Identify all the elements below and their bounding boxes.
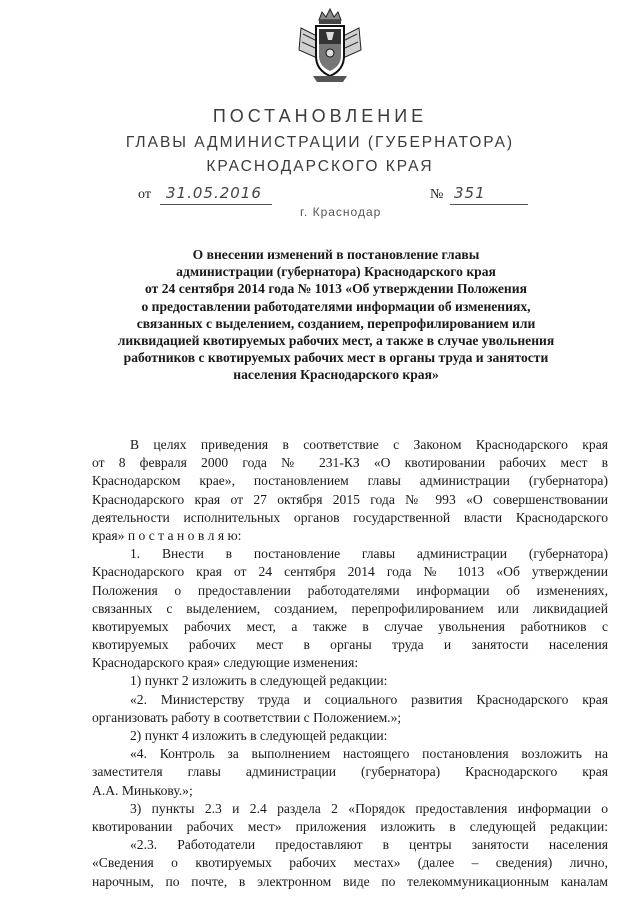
body-line: Краснодарском крае», постановлением главы администрации (губернатора) <box>92 473 608 489</box>
title-line: населения Краснодарского края» <box>233 367 439 383</box>
document-body <box>92 436 608 891</box>
title-line: связанных с выделением, созданием, перепрофилированием или <box>136 315 536 331</box>
body-line: деятельности исполнительных органов государственной власти Краснодарского <box>92 509 608 525</box>
document-type-heading: ПОСТАНОВЛЕНИЕ <box>212 106 428 126</box>
body-line: 3) пункты 2.3 и 2.4 раздела 2 «Порядок предоставления информации о <box>130 800 608 816</box>
body-line: А.А. Минькову.»; <box>92 782 193 798</box>
title-line: от 24 сентября 2014 года № 1013 «Об утверждении Положения <box>145 281 527 297</box>
body-line: квотируемых рабочих мест, а также в случае увольнения работников с <box>92 618 608 634</box>
coat-of-arms-emblem <box>295 6 365 84</box>
body-line: 1) пункт 2 изложить в следующей редакции: <box>130 673 388 689</box>
body-line: Положения о предоставлении работодателями информации об изменениях, <box>92 582 608 598</box>
number-prefix: № <box>430 187 444 202</box>
body-line: 2) пункт 4 изложить в следующей редакции: <box>130 728 388 743</box>
city-label: г. Краснодар <box>300 205 382 219</box>
body-line: Краснодарского края от 27 октября 2015 года № 993 «О совершенствовании <box>92 491 608 507</box>
title-line: о предоставлении работодателями информации об изменениях, <box>141 298 531 314</box>
body-line: Краснодарского края от 24 сентября 2014 года № 1013 «Об утверждении <box>92 564 608 580</box>
body-line: В целях приведения в соответствие с Законом Краснодарского края <box>130 437 608 452</box>
number-value: 351 <box>454 184 486 202</box>
body-line: Краснодарского края» следующие изменения: <box>92 655 359 671</box>
issuer-line-2: КРАСНОДАРСКОГО КРАЯ <box>206 158 434 175</box>
document-title <box>96 246 576 384</box>
body-line: связанных с выделением, созданием, перепрофилированием или ликвидацией <box>92 600 608 616</box>
body-line: заместителя главы администрации (губернатора) Краснодарского края <box>92 764 608 780</box>
body-line: от 8 февраля 2000 года № 231-КЗ «О квотировании рабочих мест в <box>92 455 608 471</box>
date-prefix: от <box>138 187 151 202</box>
body-line: организовать работу в соответствии с Положением.»; <box>92 709 402 725</box>
date-value: 31.05.2016 <box>166 184 262 202</box>
title-line: работников с квотируемых рабочих мест в органы труда и занятости <box>123 350 549 366</box>
title-line: администрации (губернатора) Краснодарского края <box>176 264 496 280</box>
title-line: ликвидацией квотируемых рабочих мест, а также в случае увольнения <box>117 333 555 349</box>
body-line: «2.3. Работодатели предоставляют в центры занятости населения <box>130 837 608 853</box>
body-line: «4. Контроль за выполнением настоящего постановления возложить на <box>130 746 608 762</box>
issuer-line-1: ГЛАВЫ АДМИНИСТРАЦИИ (ГУБЕРНАТОРА) <box>125 134 515 151</box>
date-underline <box>160 204 272 205</box>
body-line: квотируемых рабочих мест в органы труда и занятости населения <box>92 637 608 653</box>
body-line: «2. Министерству труда и социального развития Краснодарского края <box>130 691 608 707</box>
body-line: «Сведения о квотируемых рабочих местах» (далее – сведения) лично, <box>92 855 608 871</box>
body-line: квотировании рабочих мест» приложения изложить в следующей редакции: <box>92 818 608 834</box>
number-underline <box>450 204 528 205</box>
title-line: О внесении изменений в постановление главы <box>192 247 480 262</box>
body-line: края» п о с т а н о в л я ю: <box>92 527 242 543</box>
body-line: 1. Внести в постановление главы администрации (губернатора) <box>130 546 608 562</box>
body-line: нарочным, по почте, в электронном виде по телекоммуникационным каналам <box>92 873 608 889</box>
